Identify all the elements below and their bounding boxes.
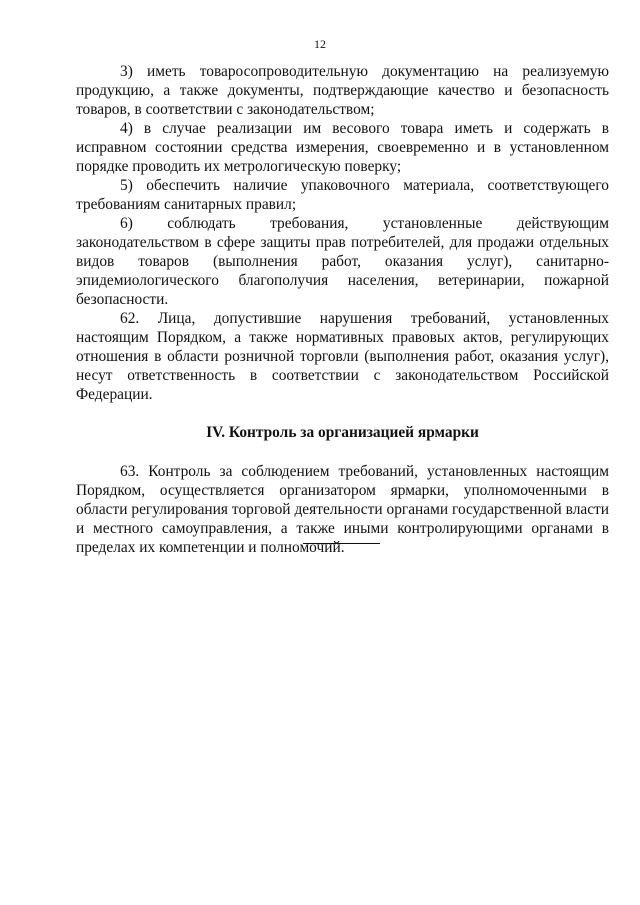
paragraph-item-6: 6) соблюдать требования, установленные действующим законодательством в сфере защиты прав потребителей, для продажи отдельных видов товаров (выполнения работ, оказания услуг), санитарно-эпидемиологического благополучия населения, ветеринарии, пожарной безопасности. xyxy=(76,215,609,308)
paragraph-clause-62: 62. Лица, допустившие нарушения требований, установленных настоящим Порядком, а также нормативных правовых актов, регулирующих отношения в области розничной торговли (выполнения работ, оказания услуг), несут ответственность в соответствии с законодательством Российской Федерации. xyxy=(76,310,609,403)
paragraph-item-5: 5) обеспечить наличие упаковочного материала, соответствующего требованиям санитарных правил; xyxy=(76,177,609,213)
paragraph-clause-63: 63. Контроль за соблюдением требований, установленных настоящим Порядком, осуществляется организатором ярмарки, уполномоченными в области регулирования торговой деятельности органами государственной власти и местного самоуправления, а также иными контролирующими органами в пределах их компетенции и полномочий. xyxy=(76,463,609,556)
section-heading: IV. Контроль за организацией ярмарки xyxy=(206,424,479,441)
paragraph-item-4: 4) в случае реализации им весового товара иметь и содержать в исправном состоянии средства измерения, своевременно и в установленном порядке проводить их метрологическую поверку; xyxy=(76,120,609,175)
page-number: 12 xyxy=(314,37,326,51)
document-body xyxy=(76,62,609,557)
end-divider-line xyxy=(303,543,380,544)
paragraph-item-3: 3) иметь товаросопроводительную документацию на реализуемую продукцию, а также документы, подтверждающие качество и безопасность товаров, в соответствии с законодательством; xyxy=(76,63,609,118)
